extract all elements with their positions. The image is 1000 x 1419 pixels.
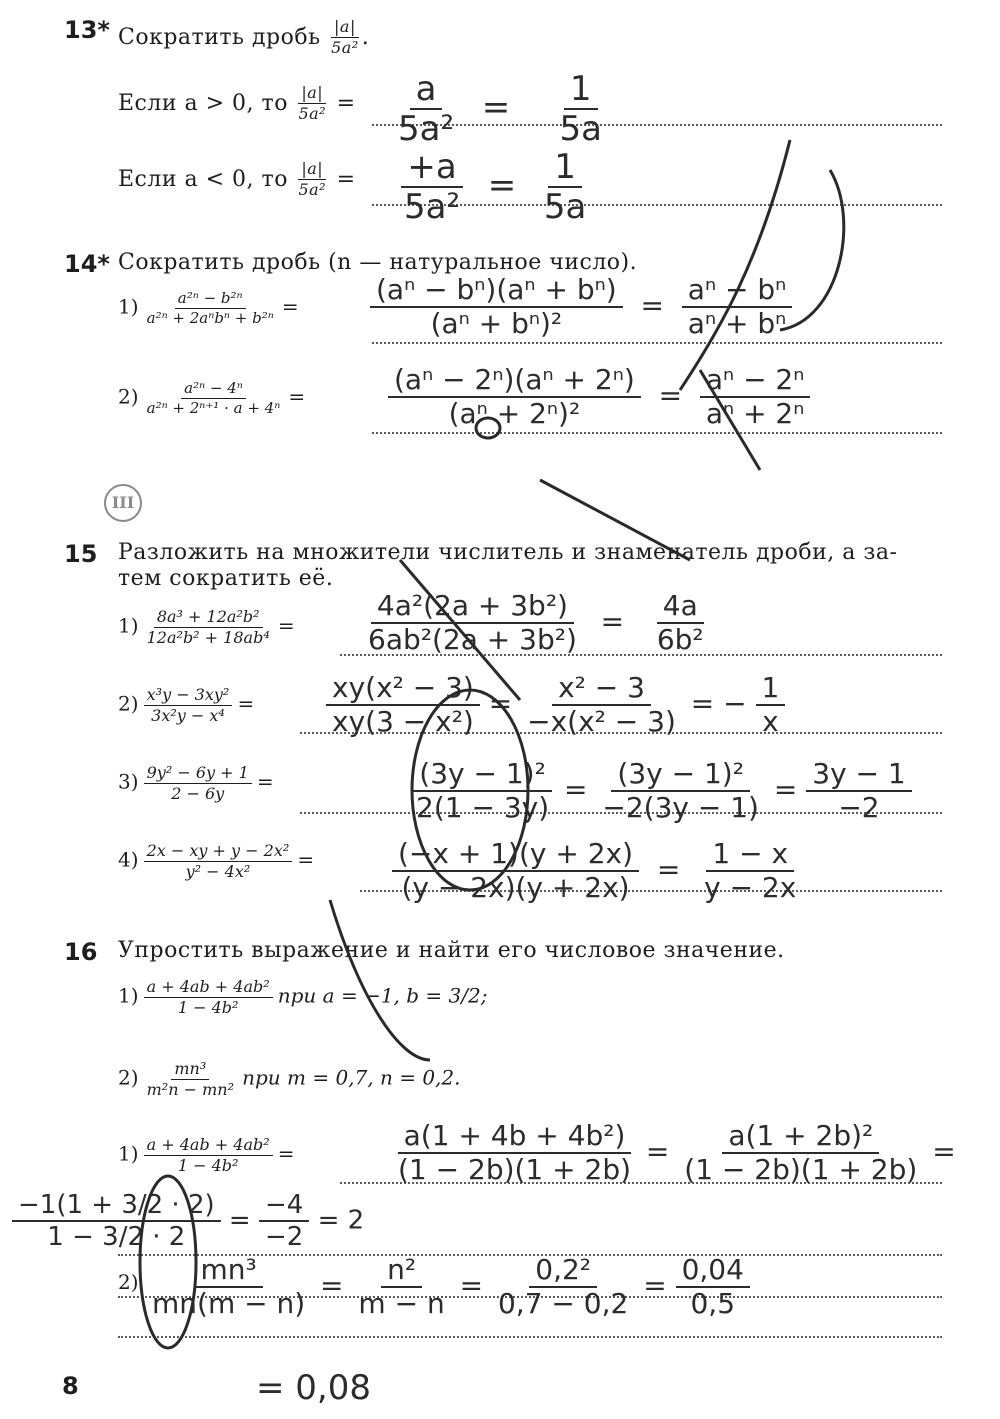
task13-number: 13*: [64, 16, 110, 44]
task16-hw1-calc: $\frac{-1(1 + 3/2 \cdot 2)}{1 - 3/2 \cdot 2}$ = $\frac{-4}{-2}$ = 2: [12, 1192, 364, 1250]
task16-solution1: 1) $\frac{\text{a + 4ab + 4ab²}}{\text{1 − 4b²}}$ =: [118, 1135, 295, 1176]
task15-item3: 3) $\frac{\text{9y² − 6y + 1}}{2 - 6y}$ =: [118, 763, 274, 804]
task16-number: 16: [64, 938, 98, 966]
task15-text-line1: Разложить на множители числитель и знаменатель дроби, а за-: [118, 540, 898, 565]
task14-hw2: $\frac{\text{(aⁿ − 2ⁿ)(aⁿ + 2ⁿ)}}{\text{(aⁿ + 2ⁿ)²}}$ = $\frac{\text{aⁿ − 2ⁿ}}{\text{aⁿ + 2ⁿ}}$: [388, 366, 810, 428]
task13-text: Сократить дробь $\frac{|a|}{\text{5a²}}$ .: [118, 17, 370, 58]
circle-mark-task15: [412, 690, 528, 890]
task13-hw-answer2: $\frac{+a}{\text{5a²}}$ = $\frac{1}{5a}$: [398, 150, 592, 224]
task14-number: 14*: [64, 250, 110, 278]
task13-fraction: $\frac{|a|}{\text{5a²}}$: [331, 17, 359, 58]
circle-mark-task14: [476, 418, 500, 438]
circle-mark-task16: [140, 1176, 196, 1348]
task14-item1: 1) $\frac{\text{a²ⁿ − b²ⁿ}}{\text{a²ⁿ + 2aⁿbⁿ + b²ⁿ}}$ =: [118, 289, 299, 328]
task16-text: Упростить выражение и найти его числовое значение.: [118, 938, 785, 963]
task16-hw1: $\frac{\text{a(1 + 4b + 4b²)}}{(1 - 2b)(1 + 2b)}$ = $\frac{\text{a(1 + 2b)²}}{(1 - 2b)(1 + 2b)}$ =: [398, 1119, 956, 1186]
task14-text: Сократить дробь (n — натуральное число).: [118, 250, 638, 275]
task16-hw2: $\frac{\text{mn³}}{mn(m - n)}$ = $\frac{\text{n²}}{m - n}$ = $\frac{\text{0,2²}}{0,7 - 0,2}$ = $\frac{0,04}{0,5}$: [146, 1256, 750, 1318]
task16-item1: 1) $\frac{\text{a + 4ab + 4ab²}}{\text{1 − 4b²}}$ при a = −1, b = 3/2;: [118, 977, 488, 1018]
task15-item1: 1) $\frac{\text{8a³ + 12a²b²}}{\text{12a²b² + 18ab⁴}}$ =: [118, 607, 295, 648]
task13-case2: Если a < 0, то $\frac{|a|}{\text{5a²}}$ =: [118, 159, 356, 200]
task13-hw-answer1: $\frac{a}{\text{5a²}}$ = $\frac{1}{5a}$: [398, 69, 602, 149]
task15-hw4: $\frac{(-x + 1)(y + 2x)}{(y - 2x)(y + 2x)}$ = $\frac{1 - x}{y - 2x}$: [392, 840, 802, 902]
task15-hw1: $\frac{\text{4a²(2a + 3b²)}}{\text{6ab²(2a + 3b²)}}$ = $\frac{4a}{\text{6b²}}$: [368, 589, 704, 656]
task13-case1: Если a > 0, то $\frac{|a|}{\text{5a²}}$ =: [118, 83, 356, 124]
page-number: 8: [62, 1372, 79, 1400]
task16-solution2: 2): [118, 1270, 139, 1294]
task16-item2: 2) $\frac{\text{mn³}}{\text{m²n − mn²}}$ при m = 0,7, n = 0,2.: [118, 1059, 461, 1100]
check-stroke-top: [680, 140, 844, 390]
task13-statement: Сократить дробь: [118, 24, 321, 50]
task15-number: 15: [64, 540, 98, 568]
task15-item4: 4) $\frac{\text{2x − xy + y − 2x²}}{\text{y² − 4x²}}$ =: [118, 841, 315, 882]
task15-hw3: $\frac{\text{(3y − 1)²}}{2(1 - 3y)}$ = $\frac{\text{(3y − 1)²}}{-2(3y - 1)}$ = $\frac{3y - 1}{-2}$: [410, 760, 912, 822]
difficulty-level-badge: III: [104, 484, 142, 522]
task14-item2: 2) $\frac{\text{a²ⁿ − 4ⁿ}}{\text{a²ⁿ + 2ⁿ⁺¹ · a + 4ⁿ}}$ =: [118, 379, 306, 418]
task14-hw1: $\frac{\text{(aⁿ − bⁿ)(aⁿ + bⁿ)}}{\text{(aⁿ + bⁿ)²}}$ = $\frac{\text{aⁿ − bⁿ}}{\text{aⁿ + bⁿ}}$: [370, 276, 792, 338]
task15-hw2: $\frac{\text{xy(x² − 3)}}{\text{xy(3 − x²)}}$ = $\frac{\text{x² − 3}}{\text{−x(x² − 3)}}$ = − $\frac{1}{x}$: [326, 674, 785, 736]
task16-hw2-final: = 0,08: [256, 1368, 371, 1408]
task15-item2: 2) $\frac{\text{x³y − 3xy²}}{\text{3x²y − x⁴}}$ =: [118, 685, 255, 726]
check-stroke-diagonal: [330, 560, 520, 1060]
check-stroke-cross: [540, 370, 760, 560]
task15-text-line2: тем сократить её.: [118, 566, 334, 591]
